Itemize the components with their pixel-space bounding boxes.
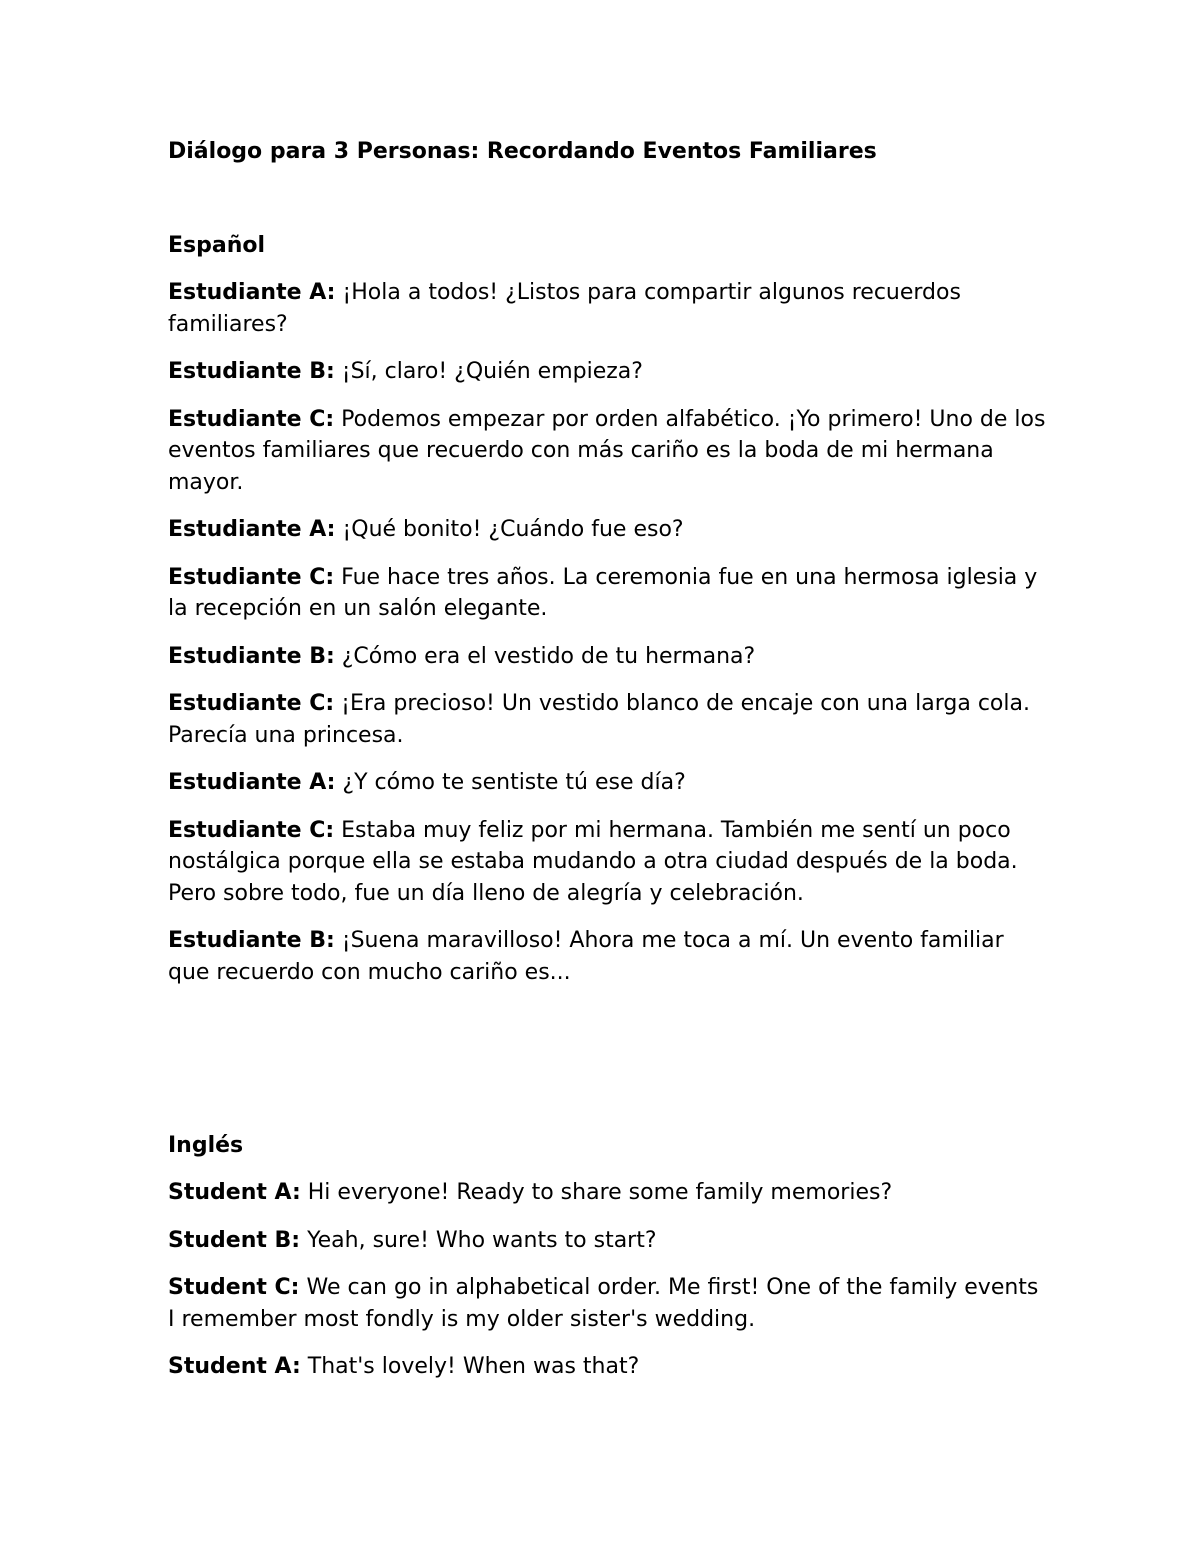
dialogue-text: ¡Qué bonito! ¿Cuándo fue eso? [335, 517, 684, 542]
dialogue-line [168, 925, 1048, 988]
speaker-label: Estudiante B: [168, 359, 335, 384]
speaker-label: Estudiante C: [168, 406, 335, 432]
speaker-label: Student B: [168, 1227, 301, 1253]
document-title: Diálogo para 3 Personas: Recordando Eventos Familiares [168, 139, 877, 164]
dialogue-line [168, 562, 1048, 625]
dialogue-line [168, 688, 1048, 751]
dialogue-line [168, 641, 1048, 673]
dialogue-text: ¡Sí, claro! ¿Quién empieza? [334, 359, 643, 384]
dialogue-text: ¿Y cómo te sentiste tú ese día? [335, 770, 686, 795]
document-page [168, 136, 1048, 1399]
speaker-label: Estudiante C: [168, 817, 335, 843]
dialogue-line [168, 1351, 1048, 1383]
spacer [168, 1161, 1048, 1177]
dialogue-line [168, 1177, 1048, 1209]
speaker-label: Estudiante B: [168, 928, 335, 953]
dialogue-line [168, 815, 1048, 910]
dialogue-text: Fue hace tres años. La ceremonia fue en una hermosa iglesia y la recepción en un salón elegante. [168, 564, 1038, 621]
dialogue-text: Estaba muy feliz por mi hermana. También me sentí un poco nostálgica porque ella se estaba mudando a otra ciudad después de la boda. Pero sobre todo, fue un día lleno de alegría y celebración. [168, 817, 1018, 906]
dialogue-line [168, 277, 1048, 340]
speaker-label: Student A: [168, 1180, 301, 1205]
spanish-heading: Español [168, 233, 266, 258]
dialogue-text: ¡Suena maravilloso! Ahora me toca a mí. Un evento familiar que recuerdo con mucho cariño es... [168, 928, 1004, 985]
dialogue-text: We can go in alphabetical order. Me first! One of the family events I remember most fondly is my older sister's wedding. [168, 1275, 1039, 1332]
spacer [168, 1004, 1048, 1130]
speaker-label: Estudiante C: [168, 564, 335, 590]
dialogue-text: Hi everyone! Ready to share some family memories? [300, 1180, 893, 1205]
dialogue-line [168, 404, 1048, 499]
dialogue-text: ¿Cómo era el vestido de tu hermana? [334, 643, 756, 669]
speaker-label: Estudiante A: [168, 770, 336, 795]
dialogue-text: Yeah, sure! Who wants to start? [300, 1227, 657, 1253]
speaker-label: Estudiante A: [168, 517, 336, 542]
speaker-label: Estudiante C: [168, 691, 335, 716]
dialogue-text: That's lovely! When was that? [300, 1354, 640, 1379]
english-heading: Inglés [168, 1133, 244, 1158]
dialogue-text: Podemos empezar por orden alfabético. ¡Yo primero! Uno de los eventos familiares que recuerdo con más cariño es la boda de mi hermana mayor. [168, 406, 1046, 495]
dialogue-line [168, 767, 1048, 799]
speaker-label: Estudiante B: [168, 643, 335, 669]
dialogue-line [168, 1272, 1048, 1335]
dialogue-text: ¡Hola a todos! ¿Listos para compartir algunos recuerdos familiares? [168, 280, 961, 337]
dialogue-line [168, 514, 1048, 546]
speaker-label: Student C: [168, 1275, 300, 1300]
dialogue-line [168, 1225, 1048, 1257]
dialogue-line [168, 356, 1048, 388]
dialogue-text: ¡Era precioso! Un vestido blanco de encaje con una larga cola. Parecía una princesa. [168, 691, 1030, 748]
speaker-label: Student A: [168, 1354, 301, 1379]
spacer [168, 261, 1048, 277]
speaker-label: Estudiante A: [168, 280, 336, 305]
spacer [168, 168, 1048, 230]
spanish-section [168, 230, 1048, 988]
english-section [168, 1130, 1048, 1383]
